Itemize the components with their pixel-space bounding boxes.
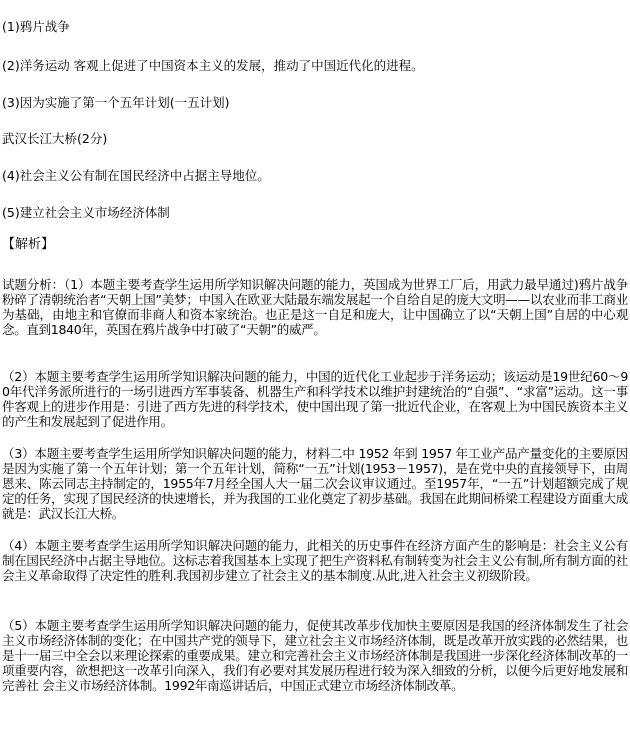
answer-2: (2)洋务运动 客观上促进了中国资本主义的发展，推动了中国近代化的进程。 [2, 58, 424, 73]
analysis-paragraph-5: （5）本题主要考查学生运用所学知识解决问题的能力，促使其改革步伐加快主要原因是我国的经济体制发生了社会主义市场经济体制的变化；在中国共产党的领导下，建立社会主义市场经济体制，既是改革开放实践的必然结果，也是十一届三中全会以来理论探索的重要成果。建立和完善社会主义市场经济体制是我国进一步深化经济体制改革的一项重要内容，欲想把这一改革引向深入，我们有必要对其发展历程进行较为深入细致的分析，以便今后更好地发展和完善社 会主义市场经济体制。1992年南巡讲话后，中国正式建立市场经济体制改革。 [2, 618, 628, 693]
analysis-paragraph-2: （2）本题主要考查学生运用所学知识解决问题的能力，中国的近代化工业起步于洋务运动；该运动是19世纪60～90年代洋务派所进行的一场引进西方军事装备、机器生产和科学技术以维护封建统治的“自强”、“求富”运动。这一事件客观上的进步作用是：引进了西方先进的科学技术，使中国出现了第一批近代企业，在客观上为中国民族资本主义的产生和发展起到了促进作用。 [2, 369, 628, 429]
analysis-paragraph-3: （3）本题主要考查学生运用所学知识解决问题的能力，材料二中 1952 年到 1957 年工业产品产量变化的主要原因是因为实施了第一个五年计划；第一个五年计划，简称“一五”计划(1953－1957)，是在党中央的直接领导下，由周恩来、陈云同志主持制定的，1955年7月经全国人大一届二次会议审议通过。至1957年，“一五”计划超额完成了规定的任务，实现了国民经济的快速增长，并为我国的工业化奠定了初步基础。我国在此期间桥梁工程建设方面重大成就是：武汉长江大桥。 [2, 446, 628, 521]
answer-1: (1)鸦片战争 [2, 19, 70, 34]
analysis-paragraph-1: 试题分析：（1）本题主要考查学生运用所学知识解决问题的能力，英国成为世界工厂后，用武力最早通过)鸦片战争粉碎了清朝统治者“天朝上国”美梦；中国入在欧亚大陆最东端发展起一个自给自足的庞大文明——以农业而非工商业为基础，由地主和官僚而非商人和资本家统治。也正是这一自足和庞大，让中国确立了以“天朝上国”自居的中心观念。直到1840年，英国在鸦片战争中打破了“天朝”的威严。 [2, 277, 628, 337]
answer-3-bridge: 武汉长江大桥(2分) [2, 131, 108, 146]
analysis-heading: 【解析】 [2, 237, 55, 252]
answer-4: (4)社会主义公有制在国民经济中占据主导地位。 [2, 168, 270, 183]
answer-3: (3)因为实施了第一个五年计划(一五计划) [2, 95, 230, 110]
analysis-paragraph-4: （4）本题主要考查学生运用所学知识解决问题的能力，此相关的历史事件在经济方面产生的影响是：社会主义公有制在国民经济中占据主导地位。这标志着我国基本上实现了把生产资料私有制转变为社会主义公有制,所有制方面的社会主义革命取得了决定性的胜利.我国初步建立了社会主义的基本制度.从此,进入社会主义初级阶段。 [2, 538, 628, 583]
answer-5: (5)建立社会主义市场经济体制 [2, 205, 170, 220]
